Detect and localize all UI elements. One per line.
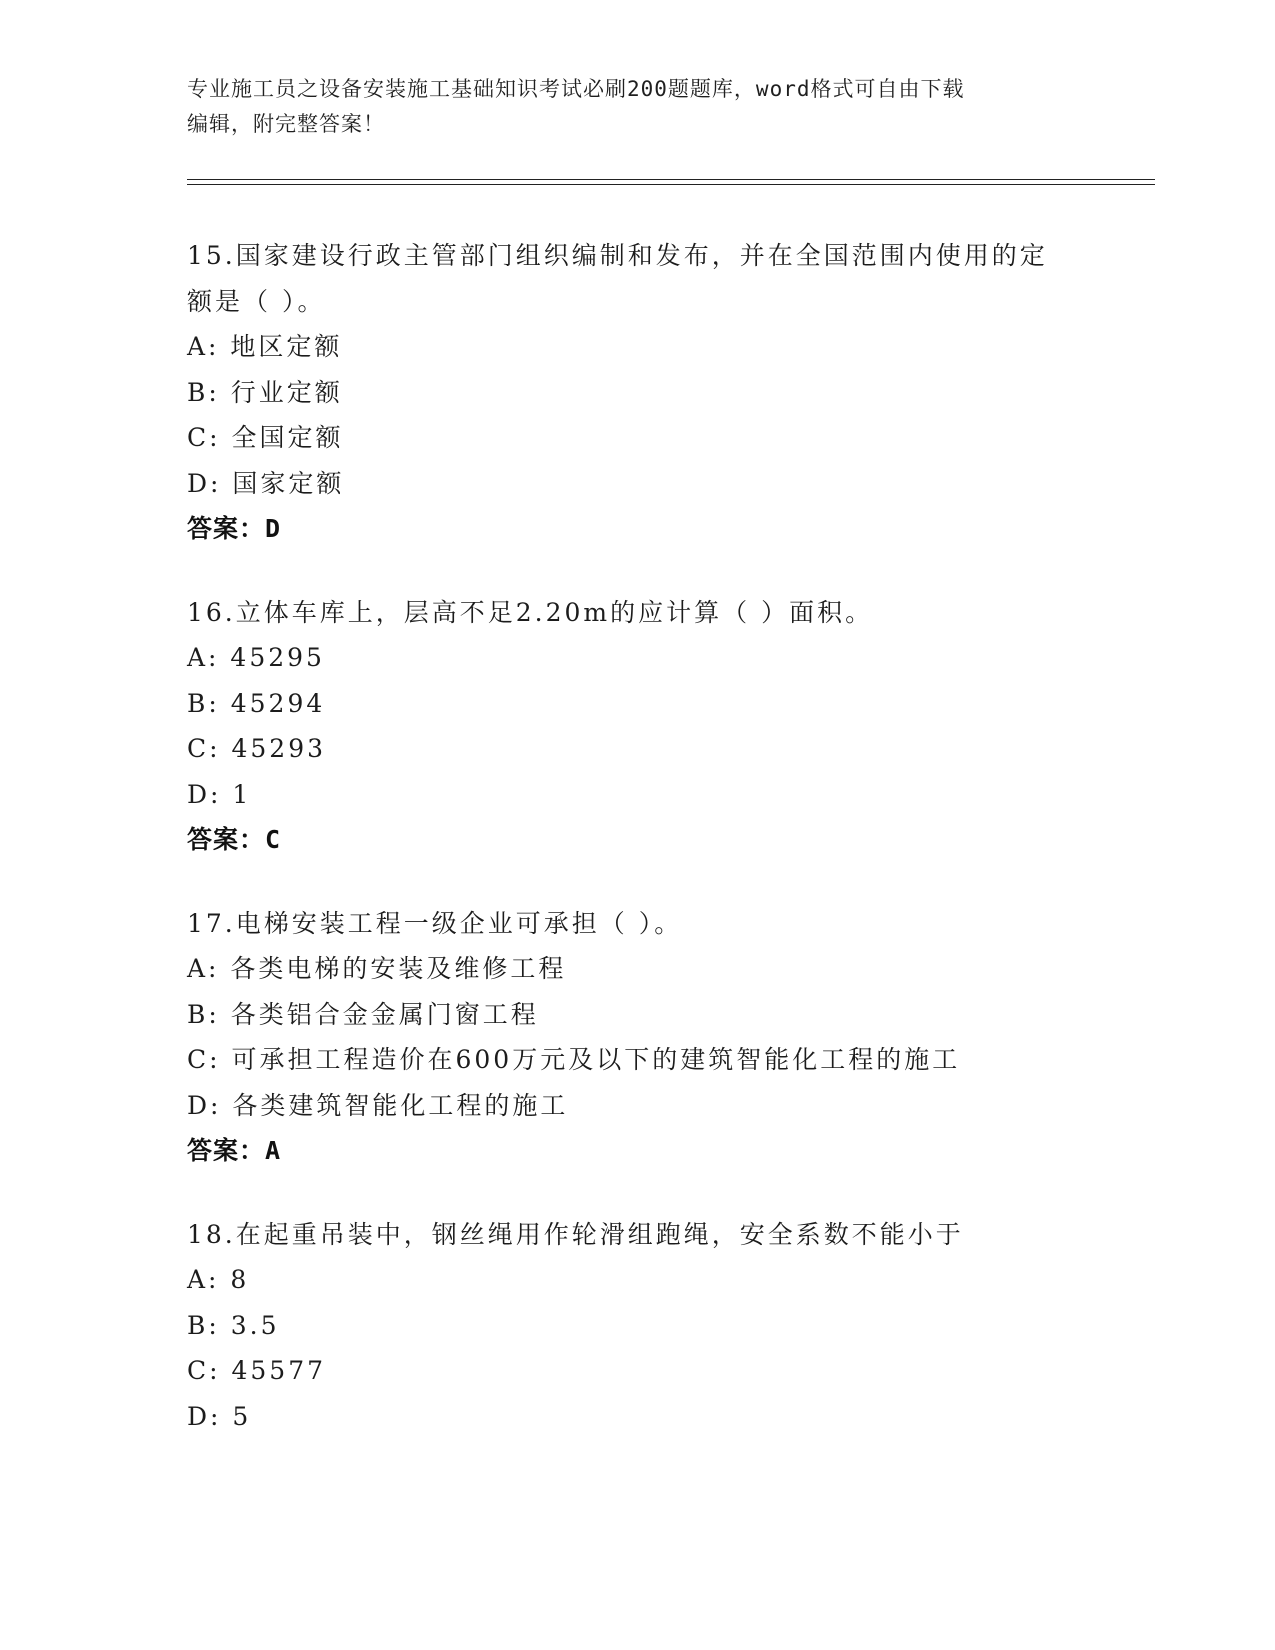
question-stem-line: 15.国家建设行政主管部门组织编制和发布，并在全国范围内使用的定 [187, 241, 1048, 270]
header-divider-top [187, 179, 1155, 180]
option-b: B: 行业定额 [187, 377, 343, 407]
answer-label: 答案：C [187, 825, 282, 854]
answer-label: 答案：D [187, 514, 282, 543]
question-15 [187, 233, 1147, 552]
question-list [187, 233, 1147, 1477]
option-b: B: 3.5 [187, 1310, 280, 1340]
question-17 [187, 901, 1147, 1174]
option-c: C: 45293 [187, 734, 327, 763]
question-stem-line: 16.立体车库上，层高不足2.20m的应计算（ ）面积。 [187, 597, 874, 627]
option-c: C: 45577 [187, 1356, 327, 1385]
option-a: A: 45295 [187, 643, 325, 672]
option-d: D: 国家定额 [187, 468, 345, 498]
option-d: D: 各类建筑智能化工程的施工 [187, 1090, 569, 1120]
option-b: B: 45294 [187, 688, 326, 718]
option-b: B: 各类铝合金金属门窗工程 [187, 999, 539, 1029]
question-stem-line: 18.在起重吊装中，钢丝绳用作轮滑组跑绳，安全系数不能小于 [187, 1219, 964, 1249]
option-c: C: 可承担工程造价在600万元及以下的建筑智能化工程的施工 [187, 1045, 961, 1074]
header-divider-bottom [187, 184, 1155, 185]
header-line-1: 专业施工员之设备安装施工基础知识考试必刷200题题库，word格式可自由下载 [187, 77, 965, 101]
question-stem-line: 额是（ ）。 [187, 286, 326, 316]
option-a: A: 8 [187, 1265, 250, 1294]
header-line-2: 编辑，附完整答案！ [187, 112, 385, 136]
option-a: A: 各类电梯的安装及维修工程 [187, 954, 567, 983]
answer-label: 答案：A [187, 1136, 282, 1165]
question-16 [187, 590, 1147, 863]
option-a: A: 地区定额 [187, 332, 343, 361]
document-header [187, 72, 1087, 142]
option-d: D: 5 [187, 1401, 252, 1431]
question-stem-line: 17.电梯安装工程一级企业可承担（ ）。 [187, 908, 683, 938]
question-18 [187, 1212, 1147, 1440]
option-c: C: 全国定额 [187, 423, 344, 452]
option-d: D: 1 [187, 779, 252, 809]
